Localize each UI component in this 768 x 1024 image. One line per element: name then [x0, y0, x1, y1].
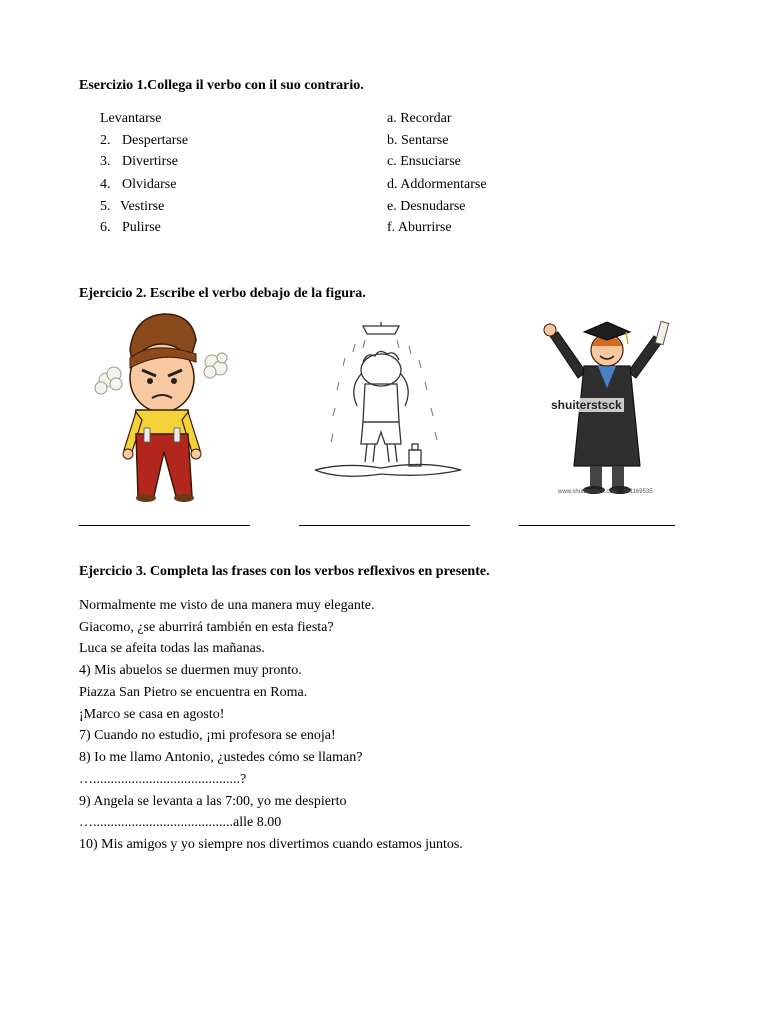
right-item-e: e. Desnudarse	[387, 199, 466, 214]
angry-boy-figure	[92, 310, 232, 505]
sentence-line: 8) Io me llamo Antonio, ¿ustedes cómo se llaman?	[79, 750, 363, 765]
right-item-b: b. Sentarse	[387, 133, 449, 148]
right-item-d: d. Addormentarse	[387, 177, 487, 192]
left-item-4	[100, 177, 176, 193]
left-item-text: Levantarse	[100, 111, 162, 126]
left-item-number: 3.	[100, 154, 111, 169]
sentence-line: 4) Mis abuelos se duermen muy pronto.	[79, 663, 302, 678]
sentence-line: 9) Angela se levanta a las 7:00, yo me despierto	[79, 794, 347, 809]
answer-line-2[interactable]	[299, 525, 470, 526]
sentence-line: Normalmente me visto de una manera muy elegante.	[79, 598, 375, 613]
sentence-line: Giacomo, ¿se aburrirá también en esta fiesta?	[79, 620, 334, 635]
right-item-f: f. Aburrirse	[387, 220, 452, 235]
answer-line-3[interactable]	[519, 525, 675, 526]
left-item-2	[100, 133, 188, 149]
shower-man-figure	[305, 322, 467, 482]
left-item-text: Vestirse	[120, 199, 165, 214]
right-item-c: c. Ensuciarse	[387, 154, 461, 169]
left-item-text: Despertarse	[122, 133, 189, 148]
left-item-text: Olvidarse	[122, 177, 177, 192]
left-item-number: 2.	[100, 133, 111, 148]
exercise-1-title: Esercizio 1.Collega il verbo con il suo contrario.	[79, 78, 364, 93]
left-item-number: 6.	[100, 220, 111, 235]
left-item-1	[100, 111, 161, 127]
left-item-number: 5.	[100, 199, 111, 214]
fill-in-blank[interactable]: …........................................alle 8.00	[79, 815, 282, 830]
left-item-3	[100, 154, 178, 170]
right-item-a: a. Recordar	[387, 111, 452, 126]
left-item-text: Pulirse	[122, 220, 161, 235]
sentence-line: 10) Mis amigos y yo siempre nos divertimos cuando estamos juntos.	[79, 837, 463, 852]
exercise-3-title: Ejercicio 3. Completa las frases con los verbos reflexivos en presente.	[79, 564, 490, 579]
image-credit: www.shutterstock.com · 491169535	[558, 489, 653, 495]
left-item-text: Divertirse	[122, 154, 178, 169]
sentence-line: Piazza San Pietro se encuentra en Roma.	[79, 685, 308, 700]
answer-line-1[interactable]	[79, 525, 250, 526]
left-item-6	[100, 220, 161, 236]
sentence-line: 7) Cuando no estudio, ¡mi profesora se enoja!	[79, 728, 336, 743]
fill-in-blank[interactable]: …..........................................?	[79, 772, 247, 787]
sentence-line: Luca se afeita todas las mañanas.	[79, 641, 265, 656]
watermark-text: shuiterstsck	[551, 398, 622, 412]
exercise-2-title: Ejercicio 2. Escribe el verbo debajo de la figura.	[79, 286, 366, 301]
left-item-5	[100, 199, 164, 215]
left-item-number: 4.	[100, 177, 111, 192]
sentence-line: ¡Marco se casa en agosto!	[79, 707, 225, 722]
